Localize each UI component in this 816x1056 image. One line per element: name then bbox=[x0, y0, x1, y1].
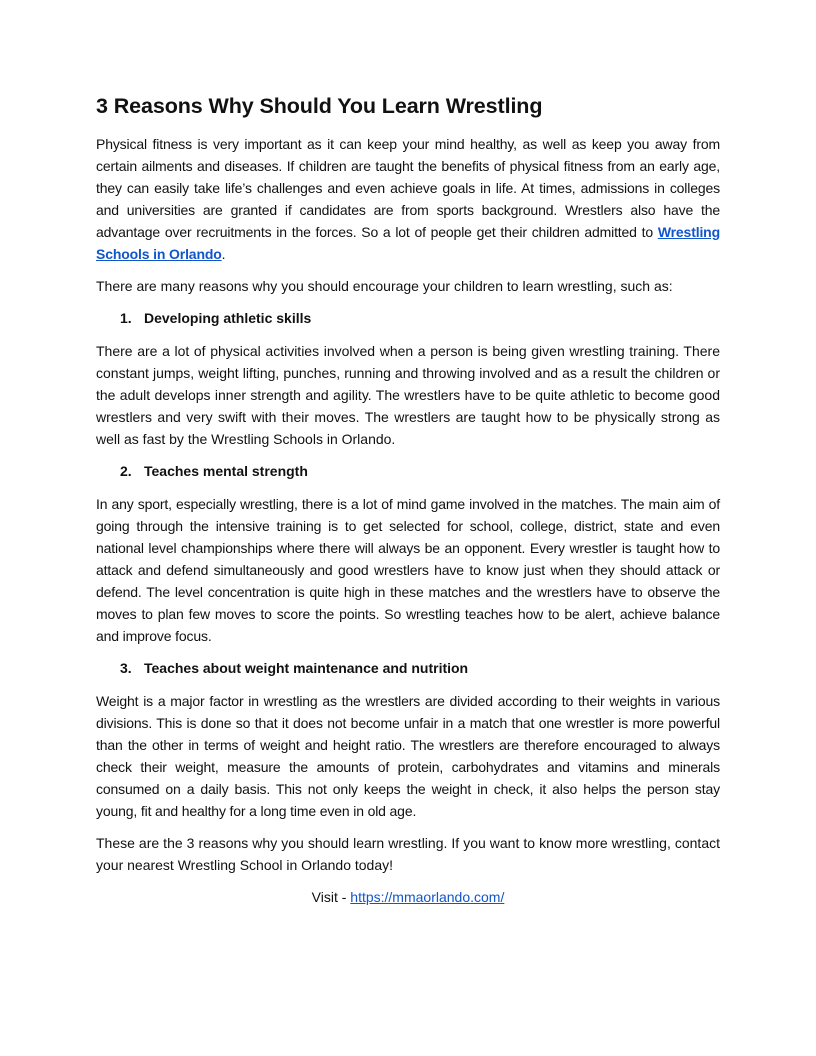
website-link[interactable]: https://mmaorlando.com/ bbox=[350, 889, 505, 905]
wrestling-schools-link[interactable]: Wrestling Schools in Orlando bbox=[96, 224, 720, 262]
reason-body-1: There are a lot of physical activities involved when a person is being given wrestling training. There constant jumps, weight lifting, punches, running and throwing involved and as a result the children or the adult develops inner strength and agility. The wrestlers have to be quite athletic to become good wrestlers and very swift with their moves. The wrestlers are taught how to be physically strong as well as fast by the Wrestling Schools in Orlando. bbox=[96, 343, 720, 447]
reason-heading-3 bbox=[96, 657, 720, 679]
intro-paragraph bbox=[96, 133, 720, 265]
document-page bbox=[96, 92, 720, 908]
reason-heading-text: Teaches about weight maintenance and nutrition bbox=[144, 660, 469, 676]
lead-in-paragraph: There are many reasons why you should encourage your children to learn wrestling, such as: bbox=[96, 278, 673, 294]
document-title: 3 Reasons Why Should You Learn Wrestling bbox=[96, 94, 543, 118]
reason-heading-2 bbox=[96, 460, 720, 482]
reason-body-2: In any sport, especially wrestling, there is a lot of mind game involved in the matches. The main aim of going through the intensive training is to get selected for school, college, district, state and even national level championships where there will always be an opponent. Every wrestler is taught how to attack and defend simultaneously and good wrestlers have to know just when they should attack or defend. The level concentration is quite high in these matches and the wrestlers have to observe the moves to plan few moves to score the points. So wrestling teaches how to be alert, achieve balance and improve focus. bbox=[96, 496, 720, 644]
reason-number: 3. bbox=[120, 660, 132, 676]
reason-number: 1. bbox=[120, 310, 132, 326]
reason-heading-text: Teaches mental strength bbox=[144, 463, 308, 479]
visit-line bbox=[96, 886, 720, 908]
conclusion-paragraph: These are the 3 reasons why you should learn wrestling. If you want to know more wrestling, contact your nearest Wrestling School in Orlando today! bbox=[96, 835, 720, 873]
intro-text-end: . bbox=[221, 246, 226, 262]
reason-body-3: Weight is a major factor in wrestling as the wrestlers are divided according to their weights in various divisions. This is done so that it does not become unfair in a match that one wrestler is more powerful than the other in terms of weight and height ratio. The wrestlers are therefore encouraged to always check their weight, measure the amounts of protein, carbohydrates and vitamins and minerals consumed on a daily basis. This not only keeps the weight in check, it also helps the person stay young, fit and healthy for a long time even in old age. bbox=[96, 693, 720, 819]
reason-number: 2. bbox=[120, 463, 132, 479]
intro-text: Physical fitness is very important as it can keep your mind healthy, as well as keep you away from certain ailments and diseases. If children are taught the benefits of physical fitness from an early age, they can easily take life’s challenges and even achieve goals in life. At times, admissions in colleges and universities are granted if candidates are from sports background. Wrestlers also have the advantage over recruitments in the forces. So a lot of people get their children admitted to bbox=[96, 136, 720, 240]
reason-heading-text: Developing athletic skills bbox=[144, 310, 312, 326]
visit-label: Visit - bbox=[311, 889, 351, 905]
reason-heading-1 bbox=[96, 307, 720, 329]
